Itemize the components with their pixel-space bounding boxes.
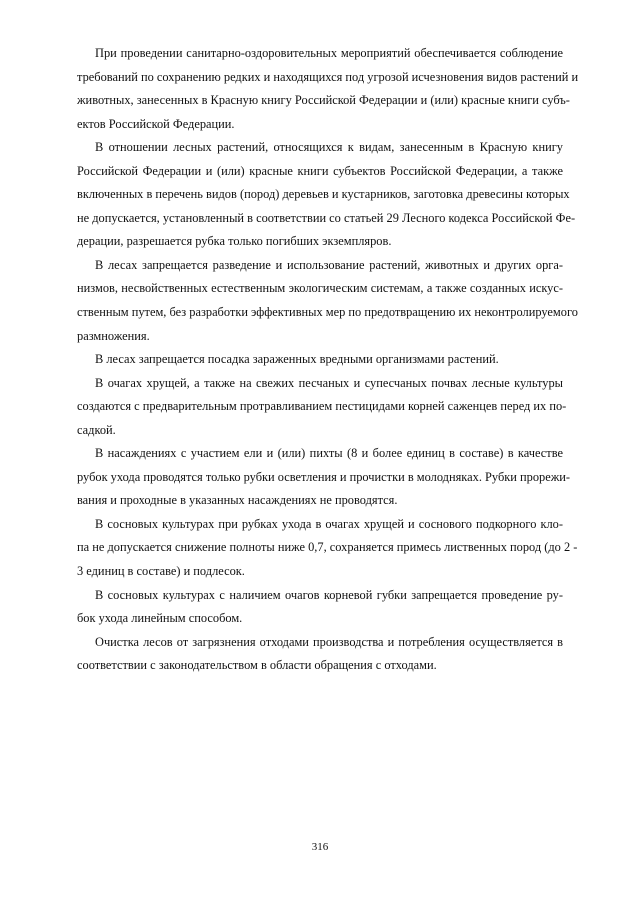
text-line: требований по сохранению редких и находящихся под угрозой исчезновения видов растений и (77, 69, 579, 84)
text-line: дерации, разрешается рубка только погибших экземпляров. (77, 234, 392, 249)
body-text (77, 42, 579, 678)
text-line: создаются с предварительным протравливанием пестицидами корней саженцев перед их по- (77, 399, 567, 414)
text-line: В лесах запрещается разведение и использование растений, животных и других орга- (95, 257, 563, 272)
paragraph (77, 254, 578, 348)
paragraph (77, 442, 571, 513)
text-line: па не допускается снижение полноты ниже 0,7, сохраняется примесь лиственных пород (до 2 - (77, 540, 578, 555)
text-line: В лесах запрещается посадка зараженных вредными организмами растений. (95, 352, 499, 367)
text-line: садкой. (77, 422, 116, 437)
paragraph (77, 348, 563, 372)
text-line: бок ухода линейным способом. (77, 611, 243, 626)
text-line: животных, занесенных в Красную книгу Российской Федерации и (или) красные книги субъ- (77, 93, 570, 108)
text-line: 3 единиц в составе) и подлесок. (77, 564, 245, 579)
text-line: Российской Федерации и (или) красные книги субъектов Российской Федерации, а также (77, 163, 563, 178)
paragraph (77, 513, 578, 584)
paragraph (77, 584, 563, 631)
text-line: рубок ухода проводятся только рубки осветления и прочистки в молодняках. Рубки прорежи- (77, 469, 571, 484)
text-line: В сосновых культурах при рубках ухода в очагах хрущей и соснового подкорного кло- (95, 516, 563, 531)
text-line: включенных в перечень видов (пород) деревьев и кустарников, заготовка древесины которых (77, 187, 570, 202)
text-line: размножения. (77, 328, 150, 343)
paragraph (77, 136, 576, 254)
page-number: 316 (311, 841, 329, 853)
text-line: соответствии с законодательством в области обращения с отходами. (77, 658, 437, 673)
text-line: В очагах хрущей, а также на свежих песчаных и супесчаных почвах лесные культуры (95, 375, 563, 390)
text-line: В отношении лесных растений, относящихся к видам, занесенным в Красную книгу (95, 140, 563, 155)
text-line: При проведении санитарно-оздоровительных мероприятий обеспечивается соблюдение (95, 46, 563, 60)
text-line: ственным путем, без разработки эффективных мер по предотвращению их неконтролируемого (77, 305, 578, 320)
paragraph (77, 372, 567, 443)
text-line: не допускается, установленный в соответствии со статьей 29 Лесного кодекса Российской Фе- (77, 210, 576, 225)
text-line: В насаждениях с участием ели и (или) пихты (8 и более единиц в составе) в качестве (95, 446, 563, 461)
text-line: низмов, несвойственных естественным экологическим системам, а также созданных искус- (77, 281, 563, 296)
text-line: В сосновых культурах с наличием очагов корневой губки запрещается проведение ру- (95, 587, 563, 602)
text-line: вания и проходные в указанных насаждениях не проводятся. (77, 493, 398, 508)
paragraph (77, 42, 579, 136)
paragraph (77, 631, 563, 678)
text-line: Очистка лесов от загрязнения отходами производства и потребления осуществляется в (95, 634, 563, 649)
text-line: ектов Российской Федерации. (77, 116, 235, 131)
